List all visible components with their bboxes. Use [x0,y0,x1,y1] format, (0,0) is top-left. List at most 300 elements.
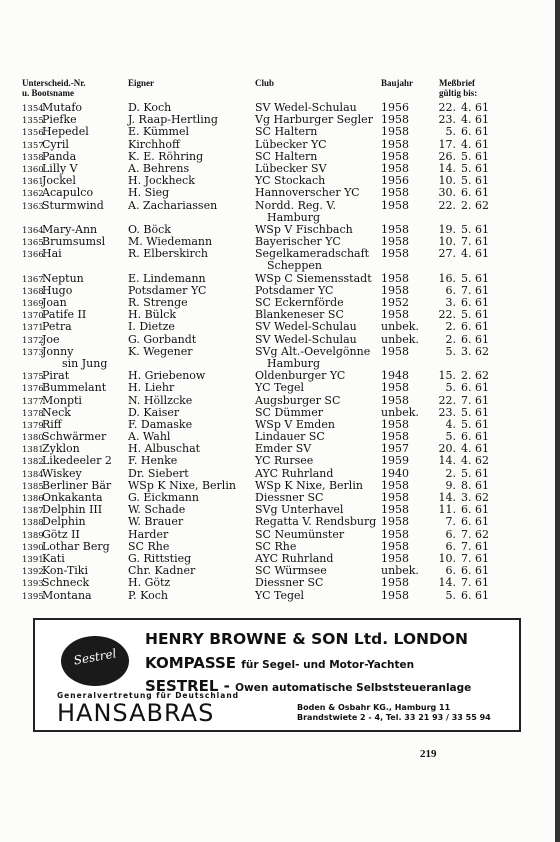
sestrel-logo [61,636,129,686]
build-year-text: 1958 [381,417,409,431]
boat-name [42,504,102,516]
boat-name-text: Patife II [42,308,87,322]
owner-name-text: R. Strenge [128,296,188,310]
row-number-text: 1360 [22,164,44,175]
owner-name [128,431,170,443]
row-number-text: 1364 [22,225,44,236]
build-year-text: 1957 [381,442,409,456]
boat-name [42,370,69,382]
certificate-day [436,492,456,504]
owner-name [128,236,212,248]
ad-compass-subtitle: für Segel- und Motor-Yachten [241,659,415,671]
boat-name-text: Monpti [42,393,82,407]
build-year-text: 1958 [381,113,409,127]
certificate-month-year-text: 3. 62 [461,344,489,358]
build-year [381,480,409,492]
build-year-text: 1958 [381,247,409,261]
boat-name-text: Berliner Bär [42,478,112,492]
certificate-day-text: 11. [438,503,456,517]
build-year [381,175,409,187]
club-name [255,224,353,236]
club-name [255,370,345,382]
certificate-day [436,395,456,407]
owner-name-text: W. Schade [128,503,186,517]
boat-name [42,285,72,297]
certificate-month-year-text: 5. 61 [461,308,489,322]
boat-name [42,455,112,467]
header-club: Club [255,78,275,88]
owner-name [128,126,189,138]
owner-name [128,102,171,114]
certificate-month-year [461,430,489,444]
row-number [22,347,44,359]
club-name [255,321,357,333]
ad-address-line2: Brandstwiete 2 - 4, Tel. 33 21 93 / 33 55 94 [297,713,491,722]
club-name [255,577,323,589]
row-number [22,237,44,249]
row-number [22,140,44,152]
certificate-day-text: 16. [438,271,456,285]
club-name [255,126,317,138]
boat-name-text: Petra [42,320,72,334]
club-name-text: SC Haltern [255,149,318,163]
owner-name [128,334,196,346]
table-row [0,590,560,602]
boat-name [42,492,103,504]
certificate-month-year-text: 7. 61 [461,235,489,249]
boat-name-text: Hai [42,247,62,261]
row-number-text: 1354 [22,104,44,114]
row-number-text: 1362 [22,189,44,200]
row-number-text: 1387 [22,506,44,517]
build-year [381,443,409,455]
build-year [381,151,409,163]
boat-name [42,590,92,602]
certificate-day-text: 7. [445,515,456,529]
row-number [22,371,44,383]
owner-name-text: H. Albuschat [128,442,201,456]
certificate-month-year-text: 4. 61 [461,442,489,456]
certificate-month-year-text: 6. 61 [461,515,489,529]
club-name-text: YC Stockach [255,174,326,188]
certificate-day-text: 5. [445,430,456,444]
build-year [381,577,409,589]
owner-name [128,175,195,187]
club-name-continuation: Hamburg [267,210,321,224]
certificate-day-text: 10. [438,235,456,249]
owner-name [128,370,205,382]
boat-name [42,102,82,114]
certificate-day [436,419,456,431]
owner-name [128,565,195,577]
certificate-month-year-text: 4. 61 [461,247,489,261]
certificate-month-year [461,137,489,151]
certificate-day-text: 19. [438,222,456,236]
boat-name [42,139,69,151]
build-year-text: 1958 [381,308,409,322]
boat-name [42,516,86,528]
boat-name-text: Jockel [42,174,76,188]
club-name-text: SVg Unterhavel [255,503,344,517]
certificate-month-year [461,393,489,407]
row-number-text: 1393 [22,579,44,590]
row-number-text: 1368 [22,286,44,297]
certificate-month-year [461,283,489,297]
certificate-day [436,224,456,236]
boat-name-text: Neck [42,405,71,419]
ad-general-agency: Generalvertretung für Deutschland [57,691,240,700]
build-year [381,285,409,297]
header-certificate [439,78,477,98]
ad-address [297,703,491,723]
build-year-text: 1958 [381,137,409,151]
boat-name-continuation: sin Jung [62,356,108,370]
certificate-month-year [461,381,489,395]
club-name [255,114,373,126]
build-year-text: 1958 [381,515,409,529]
boat-name [42,577,89,589]
certificate-month-year [461,564,489,578]
boat-name [42,151,76,163]
owner-name-text: F. Henke [128,454,178,468]
owner-name-text: G. Gorbandt [128,332,197,346]
certificate-day-text: 23. [438,405,456,419]
certificate-day [436,297,456,309]
certificate-day-text: 14. [438,491,456,505]
certificate-month-year [461,369,489,383]
row-number-text: 1357 [22,140,44,151]
certificate-day-text: 6. [445,564,456,578]
advertisement [33,618,521,732]
owner-name-text: E. Kümmel [128,125,189,139]
boat-name-text: Montana [42,588,92,602]
row-number [22,310,44,322]
row-number-text: 1373 [22,347,44,358]
row-number [22,542,44,554]
build-year-text: 1958 [381,198,409,212]
certificate-day [436,346,456,358]
row-number-text: 1369 [22,299,44,310]
certificate-month-year [461,186,489,200]
certificate-day-text: 26. [438,149,456,163]
club-name-text: Lübecker SV [255,161,327,175]
row-number [22,127,44,139]
boat-name-text: Mary-Ann [42,222,98,236]
certificate-day-text: 6. [445,527,456,541]
row-number-text: 1376 [22,384,44,395]
certificate-day-text: 5. [445,588,456,602]
owner-name [128,492,199,504]
certificate-month-year-text: 5. 61 [461,405,489,419]
certificate-day [436,273,456,285]
header-owner: Eigner [128,78,154,88]
owner-name [128,346,193,358]
owner-name [128,163,189,175]
boat-name [42,321,72,333]
certificate-month-year-text: 5. 61 [461,271,489,285]
build-year [381,565,419,577]
owner-name-text: N. Höllzcke [128,393,193,407]
certificate-month-year [461,539,489,553]
boat-name-text: Piefke [42,113,77,127]
build-year [381,273,409,285]
certificate-month-year [461,320,489,334]
build-year [381,200,409,212]
certificate-month-year [461,515,489,529]
club-name-text: Augsburger SC [255,393,341,407]
owner-name [128,395,192,407]
certificate-day-text: 22. [438,393,456,407]
header-year: Baujahr [381,78,414,88]
owner-name-text: G. Eickmann [128,491,199,505]
club-name-text: Hannoverscher YC [255,186,360,200]
club-name [255,516,376,528]
certificate-day [436,285,456,297]
club-name-text: Oldenburger YC [255,369,346,383]
boat-name [42,382,106,394]
boat-name-text: Hepedel [42,125,89,139]
row-number [22,176,44,188]
certificate-month-year-text: 6. 61 [461,564,489,578]
club-name-text: WSp V Fischbach [255,222,353,236]
header-certificate-label: Meßbrief [439,78,475,88]
row-number-text: 1380 [22,433,44,444]
certificate-day [436,382,456,394]
logo-text: Sestrel [72,646,118,668]
certificate-month-year [461,101,489,114]
owner-name-text: D. Kaiser [128,405,180,419]
row-number-text: 1390 [22,542,44,553]
certificate-day [436,114,456,126]
header-boatname-label: u. Bootsname [22,88,75,98]
certificate-month-year [461,113,489,127]
table-row [0,200,560,224]
boat-name [42,224,97,236]
certificate-day [436,480,456,492]
row-number-text: 1382 [22,457,44,468]
row-number [22,481,44,493]
owner-name [128,139,180,151]
boat-name-text: Delphin [42,515,86,529]
club-name-text: Bayerischer YC [255,235,341,249]
club-name-text: Diessner SC [255,491,324,505]
club-name-text: Emder SV [255,442,312,456]
certificate-day [436,565,456,577]
owner-name [128,187,169,199]
row-number-text: 1363 [22,201,44,212]
owner-name [128,553,191,565]
club-name [255,395,340,407]
row-number [22,249,44,261]
club-name-text: WSp C Siemensstadt [255,271,372,285]
boat-register-table [0,102,560,602]
build-year-text: 1958 [381,551,409,565]
row-number-text: 1375 [22,372,44,383]
certificate-month-year-text: 5. 61 [461,149,489,163]
certificate-month-year-text: 2. 62 [461,369,489,383]
club-name [255,102,357,114]
table-row [0,346,560,370]
row-number [22,152,44,164]
certificate-month-year-text: 6. 61 [461,381,489,395]
owner-name-text: M. Wiedemann [128,235,213,249]
certificate-day [436,407,456,419]
boat-name-text: Kati [42,551,65,565]
certificate-month-year-text: 5. 61 [461,417,489,431]
club-name-text: YC Tegel [255,588,305,602]
club-name-text: SV Wedel-Schulau [255,101,357,114]
certificate-day-text: 6. [445,539,456,553]
certificate-day-text: 20. [438,442,456,456]
certificate-day-text: 2. [445,320,456,334]
row-number-text: 1361 [22,177,44,188]
build-year-text: 1952 [381,296,409,310]
certificate-month-year [461,417,489,431]
row-number [22,469,44,481]
club-name-text: Regatta V. Rendsburg [255,515,377,529]
certificate-day [436,236,456,248]
row-number-text: 1389 [22,530,44,541]
certificate-day-text: 2. [445,466,456,480]
owner-name [128,297,188,309]
row-number [22,578,44,590]
boat-name [42,443,80,455]
certificate-day [436,139,456,151]
boat-name-text: Hugo [42,283,73,297]
row-number-text: 1367 [22,274,44,285]
build-year [381,126,409,138]
build-year-text: unbek. [381,320,419,334]
certificate-day-text: 9. [445,478,456,492]
certificate-month-year-text: 7. 62 [461,527,489,541]
ad-address-line1: Boden & Osbahr KG., Hamburg 11 [297,703,451,712]
certificate-month-year-text: 6. 61 [461,332,489,346]
club-name-text: SV Wedel-Schulau [255,332,357,346]
club-name [255,529,344,541]
build-year [381,321,419,333]
certificate-day [436,443,456,455]
build-year-text: 1956 [381,101,409,114]
boat-name-text: Schneck [42,576,90,590]
club-name [255,590,304,602]
certificate-month-year [461,527,489,541]
build-year-text: unbek. [381,405,419,419]
row-number-text: 1370 [22,311,44,322]
build-year [381,529,409,541]
certificate-day-text: 14. [438,161,456,175]
build-year-text: 1958 [381,235,409,249]
club-name [255,151,317,163]
owner-name-text: H. Jockheck [128,174,195,188]
certificate-day [436,370,456,382]
certificate-day [436,321,456,333]
club-name-text: Vg Harburger Segler [255,113,373,127]
owner-name [128,443,200,455]
ad-sestrel-subtitle: Owen automatische Selbststeueranlage [235,682,472,694]
certificate-day-text: 17. [438,137,456,151]
owner-name [128,516,183,528]
build-year [381,419,409,431]
club-name-text: YC Rursee [255,454,314,468]
boat-name-text: Mutafo [42,101,83,114]
boat-name [42,187,93,199]
owner-name [128,407,179,419]
boat-name-text: Joe [42,332,60,346]
certificate-month-year-text: 5. 61 [461,466,489,480]
row-number-text: 1395 [22,591,44,602]
certificate-day [436,163,456,175]
row-number-text: 1366 [22,250,44,261]
build-year [381,114,409,126]
owner-name-text: SC Rhe [128,539,170,553]
table-row [0,248,560,272]
certificate-month-year [461,247,489,261]
owner-name-text: W. Brauer [128,515,184,529]
row-number [22,322,44,334]
owner-name [128,468,189,480]
boat-name-text: Likedeeler 2 [42,454,112,468]
owner-name-text: Kirchhoff [128,137,180,151]
page-number: 219 [420,748,437,760]
owner-name [128,248,208,260]
build-year-text: 1958 [381,430,409,444]
boat-name-text: Wiskey [42,466,82,480]
certificate-month-year-text: 5. 61 [461,161,489,175]
boat-name-text: Joan [42,296,67,310]
build-year-text: 1958 [381,161,409,175]
owner-name [128,285,206,297]
owner-name [128,273,206,285]
certificate-month-year [461,198,489,212]
build-year [381,504,409,516]
row-number-text: 1386 [22,494,44,505]
certificate-day [436,541,456,553]
boat-name-text: Lothar Berg [42,539,110,553]
owner-name [128,151,203,163]
boat-name [42,395,82,407]
club-name [255,236,341,248]
row-number [22,298,44,310]
club-name [255,247,370,273]
row-number [22,225,44,237]
certificate-month-year-text: 6. 61 [461,430,489,444]
owner-name [128,419,192,431]
ad-compass-line [145,654,414,672]
row-number [22,530,44,542]
build-year-text: 1958 [381,588,409,602]
certificate-day [436,431,456,443]
build-year [381,309,409,321]
certificate-month-year-text: 3. 62 [461,491,489,505]
certificate-day-text: 2. [445,332,456,346]
owner-name-text: A. Zachariassen [128,198,218,212]
build-year [381,382,409,394]
row-number [22,517,44,529]
club-name [255,407,323,419]
certificate-day [436,200,456,212]
build-year-text: 1958 [381,381,409,395]
certificate-day [436,151,456,163]
build-year-text: 1958 [381,576,409,590]
club-name-text: SC Haltern [255,125,318,139]
certificate-month-year-text: 4. 61 [461,101,489,114]
owner-name [128,590,168,602]
owner-name [128,529,168,541]
build-year [381,395,409,407]
club-name-text: YC Tegel [255,381,305,395]
club-name [255,431,325,443]
row-number [22,274,44,286]
